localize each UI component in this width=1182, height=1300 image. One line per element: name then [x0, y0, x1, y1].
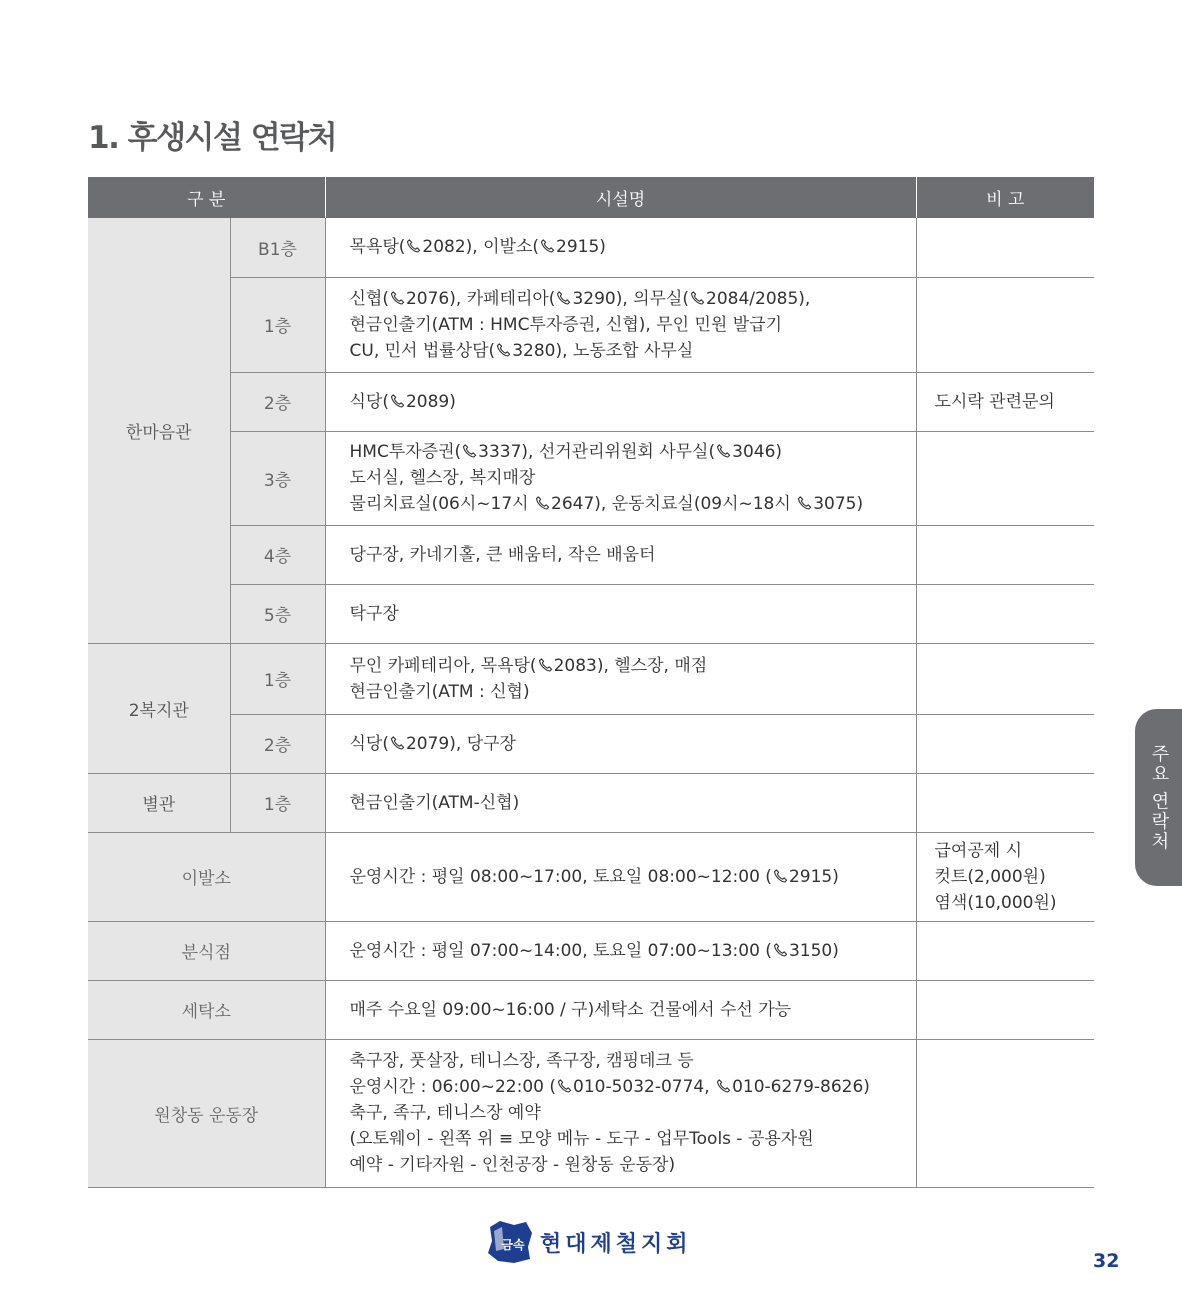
facility-text: 목욕탕( — [349, 237, 406, 258]
table-row — [88, 773, 1094, 832]
phone-icon — [716, 443, 731, 459]
facility-text: 운영시간 : 06:00~22:00 ( — [349, 1077, 556, 1097]
phone-icon — [773, 942, 788, 958]
facility-line — [350, 653, 916, 679]
facility-text: 현금인출기(ATM : HMC투자증권, 신협), 무인 민원 발급기 — [349, 314, 783, 335]
facility-text: 2915) — [788, 866, 839, 887]
note-line: 급여공제 시 — [934, 840, 1023, 861]
facility-cell — [325, 372, 916, 431]
facility-text: 탁구장 — [349, 603, 399, 624]
facility-text: CU, 민서 법률상담( — [349, 340, 496, 361]
note-cell — [916, 584, 1094, 643]
phone-icon — [556, 290, 571, 306]
facility-text: 현금인출기(ATM : 신협) — [349, 681, 530, 702]
contacts-table — [88, 177, 1094, 1188]
facility-text: 물리치료실(06시~17시 — [349, 494, 534, 514]
phone-icon — [462, 443, 477, 459]
phone-icon — [557, 1078, 572, 1094]
facility-text: 도서실, 헬스장, 복지매장 — [349, 468, 536, 488]
table-row — [88, 832, 1094, 921]
footer-logo — [484, 1218, 704, 1266]
facility-text: 현금인출기(ATM-신협) — [349, 792, 520, 813]
note-line: 도시락 관련문의 — [934, 391, 1055, 412]
table-row — [88, 277, 1094, 372]
facility-line — [350, 338, 916, 364]
facility-line — [350, 1152, 916, 1178]
facility-line — [350, 1126, 916, 1152]
floor-cell: 2층 — [230, 714, 325, 773]
phone-icon — [716, 1078, 731, 1094]
facility-text: 3046) — [732, 442, 783, 462]
table-row — [88, 1039, 1094, 1187]
phone-icon — [690, 290, 705, 306]
note-cell — [916, 218, 1094, 277]
facility-text: 당구장, 카네기홀, 큰 배움터, 작은 배움터 — [349, 544, 656, 565]
facility-text: 무인 카페테리아, 목욕탕( — [349, 655, 537, 676]
facility-text: 운영시간 : 평일 08:00~17:00, 토요일 08:00~12:00 ( — [349, 866, 772, 887]
facility-line — [350, 389, 916, 415]
facility-text: 식당( — [349, 733, 389, 754]
phone-icon — [390, 735, 405, 751]
table-row — [88, 372, 1094, 431]
floor-cell: 3층 — [230, 431, 325, 525]
facility-line — [350, 491, 916, 517]
facility-cell — [325, 525, 916, 584]
table-row — [88, 714, 1094, 773]
facility-line — [350, 790, 916, 816]
side-tab-label: 주요 연락처 — [1148, 743, 1170, 852]
floor-cell: 4층 — [230, 525, 325, 584]
facility-line — [350, 731, 916, 757]
table-row — [88, 218, 1094, 277]
facility-line — [350, 1100, 916, 1126]
facility-text: 2079), 당구장 — [405, 733, 516, 754]
facility-text: 운영시간 : 평일 07:00~14:00, 토요일 07:00~13:00 ( — [349, 940, 772, 961]
facility-line — [350, 439, 916, 465]
facility-cell — [325, 218, 916, 277]
table-row — [88, 921, 1094, 980]
table-header-row — [88, 177, 1094, 218]
category-barber: 이발소 — [88, 832, 325, 921]
facility-cell — [325, 277, 916, 372]
facility-text: 3150) — [788, 940, 839, 961]
header-facility: 시설명 — [325, 177, 916, 218]
floor-cell: 2층 — [230, 372, 325, 431]
facility-text: 010-5032-0774, — [573, 1077, 716, 1097]
facility-text: 3280), 노동조합 사무실 — [512, 340, 694, 361]
phone-icon — [390, 393, 405, 409]
category-welfare2: 2복지관 — [88, 643, 230, 773]
side-section-tab[interactable] — [1135, 709, 1182, 886]
facility-text: 2647), 운동치료실(09시~18시 — [551, 494, 797, 514]
facility-text: 2083), 헬스장, 매점 — [553, 655, 708, 676]
facility-text: 3337), 선거관리위원회 사무실( — [478, 442, 716, 462]
note-cell — [916, 525, 1094, 584]
facility-cell — [325, 832, 916, 921]
phone-icon — [535, 495, 550, 511]
floor-cell: 5층 — [230, 584, 325, 643]
table-row — [88, 525, 1094, 584]
phone-icon — [406, 238, 421, 254]
note-cell — [916, 277, 1094, 372]
note-cell — [916, 773, 1094, 832]
facility-line — [350, 465, 916, 491]
facility-cell — [325, 921, 916, 980]
facility-text: 3075) — [813, 494, 864, 514]
page-title: 1. 후생시설 연락처 — [88, 120, 337, 156]
table-row — [88, 643, 1094, 714]
facility-cell — [325, 980, 916, 1039]
floor-cell: 1층 — [230, 277, 325, 372]
category-snack: 분식점 — [88, 921, 325, 980]
emblem-text: 금속 — [501, 1238, 525, 1252]
facility-text: 신협( — [349, 288, 389, 309]
table-row — [88, 980, 1094, 1039]
facility-line — [350, 286, 916, 312]
phone-icon — [390, 290, 405, 306]
facility-text: HMC투자증권( — [349, 442, 462, 462]
floor-cell: 1층 — [230, 773, 325, 832]
facility-text: 010-6279-8626) — [732, 1077, 870, 1097]
phone-icon — [496, 342, 511, 358]
facility-cell — [325, 431, 916, 525]
category-annex: 별관 — [88, 773, 230, 832]
note-line: 염색(10,000원) — [934, 892, 1057, 913]
facility-text: 축구, 족구, 테니스장 예약 — [349, 1103, 541, 1123]
facility-line — [350, 601, 916, 627]
org-name: 현대제철지회 — [540, 1231, 692, 1257]
facility-line — [350, 997, 916, 1023]
facility-text: (오토웨이 - 왼쪽 위 ≡ 모양 메뉴 - 도구 - 업무Tools - 공용자원 — [349, 1129, 814, 1149]
facility-text: 매주 수요일 09:00~16:00 / 구)세탁소 건물에서 수선 가능 — [349, 999, 792, 1020]
note-cell — [916, 1039, 1094, 1187]
table-row — [88, 431, 1094, 525]
phone-icon — [797, 495, 812, 511]
facility-cell — [325, 584, 916, 643]
facility-text: 2084/2085), — [706, 288, 811, 309]
phone-icon — [538, 657, 553, 673]
table-row — [88, 584, 1094, 643]
facility-cell — [325, 773, 916, 832]
facility-text: 식당( — [349, 391, 389, 412]
facility-text: 2089) — [405, 391, 456, 412]
facility-line — [350, 1074, 916, 1100]
facility-text: 3290), 의무실( — [572, 288, 690, 309]
facility-line — [350, 312, 916, 338]
note-cell — [916, 832, 1094, 921]
floor-cell: 1층 — [230, 643, 325, 714]
note-cell — [916, 921, 1094, 980]
phone-icon — [540, 238, 555, 254]
note-cell — [916, 372, 1094, 431]
facility-line — [350, 864, 916, 890]
facility-text: 2915) — [556, 237, 606, 258]
facility-line — [350, 938, 916, 964]
facility-line — [350, 1048, 916, 1074]
facility-cell — [325, 714, 916, 773]
facility-text: 2082), 이발소( — [422, 237, 540, 258]
note-cell — [916, 643, 1094, 714]
facility-cell — [325, 1039, 916, 1187]
facility-line — [350, 679, 916, 705]
note-cell — [916, 431, 1094, 525]
floor-cell: B1층 — [230, 218, 325, 277]
note-cell — [916, 980, 1094, 1039]
page-number: 32 — [1093, 1250, 1120, 1272]
phone-icon — [773, 868, 788, 884]
facility-text: 축구장, 풋살장, 테니스장, 족구장, 캠핑데크 등 — [349, 1051, 694, 1071]
category-laundry: 세탁소 — [88, 980, 325, 1039]
header-category: 구 분 — [88, 177, 325, 218]
category-sports: 원창동 운동장 — [88, 1039, 325, 1187]
facility-line — [350, 234, 916, 260]
facility-line — [350, 542, 916, 568]
category-hanmaeum: 한마음관 — [88, 218, 230, 643]
note-cell — [916, 714, 1094, 773]
union-emblem-icon — [484, 1219, 536, 1265]
facility-text: 예약 - 기타자원 - 인천공장 - 원창동 운동장) — [349, 1155, 676, 1175]
header-note: 비 고 — [916, 177, 1094, 218]
note-line: 컷트(2,000원) — [934, 866, 1046, 887]
facility-cell — [325, 643, 916, 714]
facility-text: 2076), 카페테리아( — [405, 288, 556, 309]
